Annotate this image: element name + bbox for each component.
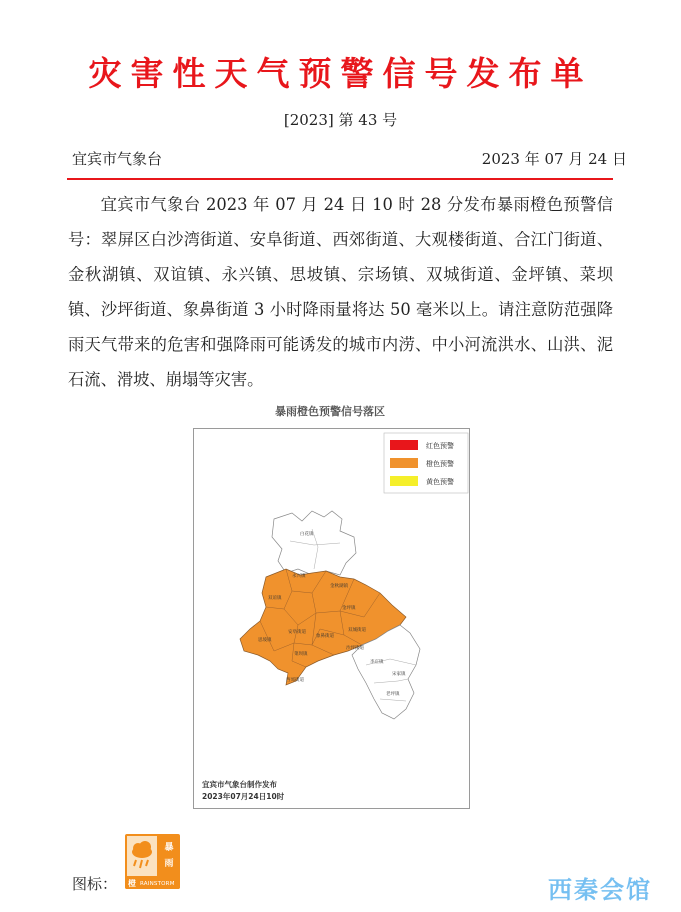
- place-label: 沙坪街道: [346, 646, 364, 651]
- map-legend: [384, 433, 468, 493]
- place-label: 思坡镇: [258, 638, 272, 643]
- document-title: 灾害性天气预警信号发布单: [88, 54, 593, 93]
- watermark-logo: 西秦会馆: [548, 876, 652, 904]
- legend-swatch-red: [390, 440, 418, 450]
- map-title: 暴雨橙色预警信号落区: [275, 405, 385, 418]
- icon-char-2: 雨: [164, 859, 174, 869]
- icon-strip: [125, 878, 180, 889]
- legend-label-orange: 橙色预警: [426, 460, 454, 468]
- rain-cloud-icon: [127, 836, 157, 876]
- icon-english: RAINSTORM: [140, 881, 175, 887]
- place-label: 老坪镇: [386, 692, 400, 697]
- legend-label-red: 红色预警: [426, 442, 454, 450]
- legend-swatch-yellow: [390, 476, 418, 486]
- map-credit-time: 2023年07月24日10时: [202, 792, 285, 801]
- icon-caption: 图标：: [72, 875, 118, 893]
- map-graphic: [194, 429, 471, 810]
- place-label: 菜坝镇: [294, 652, 308, 657]
- place-label: 金秋湖镇: [330, 584, 348, 589]
- document-number: [2023] 第 43 号: [283, 111, 398, 129]
- legend-swatch-orange: [390, 458, 418, 468]
- place-label: 金坪镇: [342, 606, 356, 611]
- place-label: 白花镇: [300, 532, 314, 537]
- place-label: 宋家镇: [392, 672, 406, 677]
- legend-label-yellow: 黄色预警: [426, 478, 454, 486]
- place-label: 永兴镇: [292, 574, 306, 579]
- icon-char-1: 暴: [164, 843, 174, 853]
- rainstorm-orange-warning-icon: [125, 834, 180, 889]
- place-label: 双谊镇: [268, 596, 282, 601]
- icon-level: 橙: [128, 879, 136, 888]
- place-label: 双城街道: [348, 628, 366, 633]
- region-white-north: [272, 511, 356, 575]
- issuer-name: 宜宾市气象台: [72, 150, 163, 168]
- place-label: 象鼻街道: [316, 634, 334, 639]
- place-label: 李庄镇: [370, 660, 384, 665]
- header-divider: [67, 178, 613, 180]
- place-label: 安阜街道: [288, 630, 306, 635]
- warning-body-text: 宜宾市气象台 2023 年 07 月 24 日 10 时 28 分发布暴雨橙色预警信号：翠屏区白沙湾街道、安阜街道、西郊街道、大观楼街道、合江门街道、金秋湖镇、双谊镇、永兴镇、思坡镇、宗场镇、双城街道、金坪镇、菜坝镇、沙坪街道、象鼻街道 3 小时降雨量将达 50 毫米以上。请注意防范强降雨天气带来的危害和强降雨可能诱发的城市内涝、中小河流洪水、山洪、泥石流、滑坡、崩塌等灾害。: [68, 195, 613, 389]
- issue-date: 2023 年 07 月 24 日: [481, 150, 627, 168]
- place-label: 西郊街道: [286, 678, 304, 683]
- warning-map: [193, 428, 470, 809]
- map-credit-issuer: 宜宾市气象台制作发布: [202, 780, 277, 789]
